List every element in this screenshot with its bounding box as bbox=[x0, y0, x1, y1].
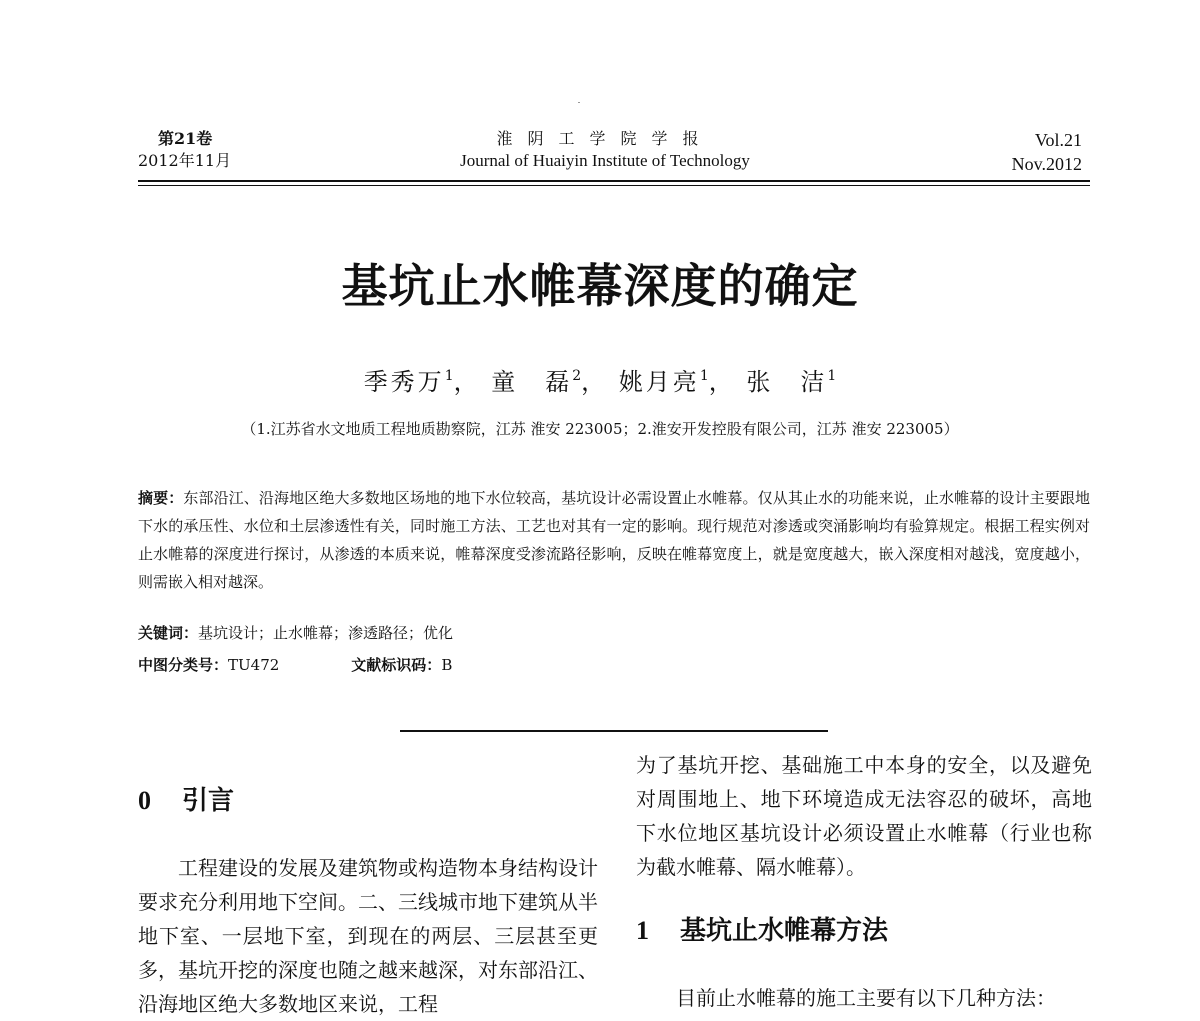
intro-paragraph-cont: 为了基坑开挖、基础施工中本身的安全，以及避免对周围地上、地下环境造成无法容忍的破坏，高地下水位地区基坑设计必须设置止水帷幕（行业也称为截水帷幕、隔水帷幕）。 bbox=[636, 753, 1092, 879]
doc-code-label: 文献标识码： bbox=[351, 656, 442, 674]
header-center bbox=[430, 128, 780, 172]
keywords bbox=[138, 619, 453, 647]
abstract-text: 东部沿江、沿海地区绝大多数地区场地的地下水位较高，基坑设计必需设置止水帷幕。仅从其止水的功能来说，止水帷幕的设计主要跟地下水的承压性、水位和土层渗透性有关，同时施工方法、工艺也对其有一定的影响。现行规范对渗透或突涌影响均有验算规定。根据工程实例对止水帷幕的深度进行探讨，从渗透的本质来说，帷幕深度受渗流路径影响，反映在帷幕宽度上，就是宽度越大，嵌入深度相对越浅，宽度越小，则需嵌入相对越深。 bbox=[138, 489, 1090, 591]
left-column bbox=[138, 780, 598, 1021]
abstract bbox=[138, 484, 1090, 596]
keywords-label: 关键词： bbox=[138, 624, 199, 642]
intro-paragraph: 工程建设的发展及建筑物或构造物本身结构设计要求充分利用地下空间。二、三线城市地下建筑从半地下室、一层地下室，到现在的两层、三层甚至更多，基坑开挖的深度也随之越来越深，对东部沿江、沿海地区绝大多数地区来说，工程 bbox=[138, 856, 598, 1016]
journal-title-en: Journal of Huaiyin Institute of Technology bbox=[460, 151, 750, 170]
volume-en: Vol.21 bbox=[1034, 130, 1082, 150]
article-title: 基坑止水帷幕深度的确定 bbox=[341, 259, 859, 313]
header-right bbox=[1012, 128, 1082, 176]
date-en: Nov.2012 bbox=[1011, 154, 1082, 174]
clc-label: 中图分类号： bbox=[138, 656, 229, 674]
author-name: 季秀万 bbox=[363, 368, 445, 396]
author-affil-sup: 1 bbox=[444, 368, 454, 384]
author-affil-sup: 1 bbox=[699, 368, 709, 384]
section-separator bbox=[400, 730, 828, 732]
author-name: 童 磊 bbox=[491, 368, 573, 396]
doc-code-value: B bbox=[441, 656, 453, 674]
section-number: 0 bbox=[138, 786, 151, 815]
author-list: 季秀万$^1$， 童 磊$^2$， 姚月亮$^1$， 张 洁$^1$ bbox=[363, 368, 837, 396]
keywords-text: 基坑设计；止水帷幕；渗透路径；优化 bbox=[198, 624, 454, 642]
author-affil-sup: 1 bbox=[827, 368, 837, 384]
author-affil-sup: 2 bbox=[572, 368, 582, 384]
volume-cn: 第21卷 bbox=[158, 129, 213, 148]
affiliations: （1.江苏省水文地质工程地质勘察院，江苏 淮安 223005；2.淮安开发控股有限公司，江苏 淮安 223005） bbox=[241, 420, 959, 438]
section-heading-0 bbox=[138, 780, 598, 817]
section-number: 1 bbox=[636, 916, 649, 945]
section-title: 基坑止水帷幕方法 bbox=[680, 916, 889, 946]
clc-value: TU472 bbox=[228, 656, 280, 674]
abstract-label: 摘要： bbox=[138, 489, 184, 507]
header-left bbox=[138, 128, 231, 172]
header-rule-thick bbox=[138, 180, 1090, 182]
author-name: 张 洁 bbox=[746, 368, 828, 396]
journal-title-cn: 淮阴工学院学报 bbox=[496, 129, 714, 148]
right-column bbox=[636, 748, 1092, 1015]
scan-speck bbox=[578, 102, 580, 103]
methods-paragraph: 目前止水帷幕的施工主要有以下几种方法： bbox=[676, 986, 1056, 1010]
date-cn: 2012年11月 bbox=[138, 151, 232, 170]
section-heading-1 bbox=[636, 910, 1092, 947]
author-name: 姚月亮 bbox=[618, 368, 700, 396]
classification bbox=[138, 651, 452, 679]
header-rule-thin bbox=[138, 185, 1090, 186]
section-title: 引言 bbox=[182, 786, 235, 816]
